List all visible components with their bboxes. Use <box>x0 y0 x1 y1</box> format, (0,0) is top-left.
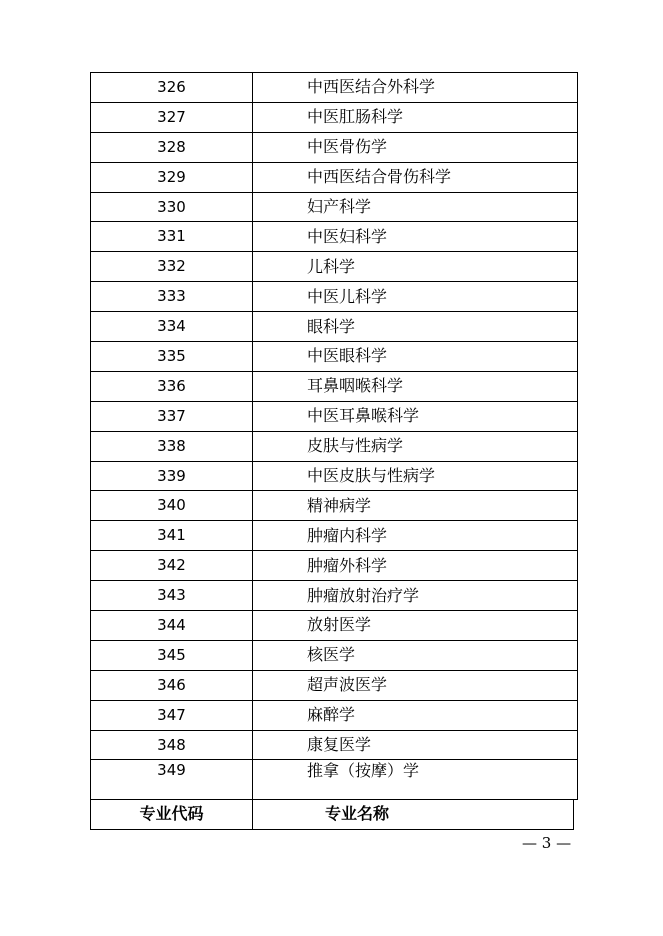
specialty-code: 327 <box>91 102 253 132</box>
table-row <box>91 461 578 491</box>
table-row <box>91 611 578 641</box>
specialty-code: 341 <box>91 521 253 551</box>
specialty-code: 333 <box>91 282 253 312</box>
table-row <box>91 700 578 730</box>
table-row <box>91 371 578 401</box>
specialty-code: 335 <box>91 342 253 372</box>
table-row <box>91 312 578 342</box>
specialty-code: 337 <box>91 401 253 431</box>
specialty-code: 326 <box>91 73 253 103</box>
specialty-code: 338 <box>91 431 253 461</box>
table-row <box>91 581 578 611</box>
specialty-code: 342 <box>91 551 253 581</box>
specialty-name: 眼科学 <box>253 312 578 342</box>
specialty-name: 肿瘤外科学 <box>253 551 578 581</box>
column-header-table <box>90 799 574 830</box>
table-row <box>91 521 578 551</box>
table-row <box>91 342 578 372</box>
specialty-name: 核医学 <box>253 640 578 670</box>
specialty-name: 中西医结合外科学 <box>253 73 578 103</box>
specialty-name: 中医骨伤学 <box>253 132 578 162</box>
table-row <box>91 132 578 162</box>
specialty-code: 339 <box>91 461 253 491</box>
specialty-code: 344 <box>91 611 253 641</box>
specialty-name: 中西医结合骨伤科学 <box>253 162 578 192</box>
specialty-name: 麻醉学 <box>253 700 578 730</box>
specialty-name: 精神病学 <box>253 491 578 521</box>
specialty-code: 336 <box>91 371 253 401</box>
table-row <box>91 73 578 103</box>
specialty-name: 中医妇科学 <box>253 222 578 252</box>
specialty-code: 343 <box>91 581 253 611</box>
table-row <box>91 162 578 192</box>
specialty-code: 347 <box>91 700 253 730</box>
specialty-code: 340 <box>91 491 253 521</box>
specialty-code: 330 <box>91 192 253 222</box>
table-row <box>91 640 578 670</box>
specialty-name: 中医儿科学 <box>253 282 578 312</box>
table-row <box>91 401 578 431</box>
specialty-code: 348 <box>91 730 253 760</box>
specialty-name: 妇产科学 <box>253 192 578 222</box>
table-row <box>91 252 578 282</box>
specialty-code: 349 <box>91 760 253 800</box>
header-name-label: 专业名称 <box>253 800 574 830</box>
specialty-code: 346 <box>91 670 253 700</box>
specialty-name: 中医皮肤与性病学 <box>253 461 578 491</box>
specialty-name: 中医眼科学 <box>253 342 578 372</box>
table-row <box>91 551 578 581</box>
table-row <box>91 192 578 222</box>
specialty-name: 肿瘤内科学 <box>253 521 578 551</box>
specialty-name: 中医肛肠科学 <box>253 102 578 132</box>
table-row <box>91 222 578 252</box>
table-row <box>91 102 578 132</box>
specialty-name: 放射医学 <box>253 611 578 641</box>
page-number: — 3 — <box>522 834 572 852</box>
specialty-code: 331 <box>91 222 253 252</box>
specialty-name: 儿科学 <box>253 252 578 282</box>
table-row <box>91 760 578 800</box>
specialty-name: 中医耳鼻喉科学 <box>253 401 578 431</box>
specialty-name: 肿瘤放射治疗学 <box>253 581 578 611</box>
specialty-code: 328 <box>91 132 253 162</box>
header-row <box>91 800 574 830</box>
specialty-code: 332 <box>91 252 253 282</box>
specialty-table-body <box>91 73 578 800</box>
specialty-code: 345 <box>91 640 253 670</box>
table-row <box>91 670 578 700</box>
specialty-name: 康复医学 <box>253 730 578 760</box>
specialty-name: 超声波医学 <box>253 670 578 700</box>
table-row <box>91 431 578 461</box>
table-row <box>91 282 578 312</box>
table-row <box>91 491 578 521</box>
specialty-code: 334 <box>91 312 253 342</box>
specialty-name: 皮肤与性病学 <box>253 431 578 461</box>
header-code-label: 专业代码 <box>91 800 253 830</box>
specialty-name: 推拿（按摩）学 <box>253 760 578 800</box>
specialty-code: 329 <box>91 162 253 192</box>
specialty-table <box>90 72 578 800</box>
table-row <box>91 730 578 760</box>
specialty-name: 耳鼻咽喉科学 <box>253 371 578 401</box>
